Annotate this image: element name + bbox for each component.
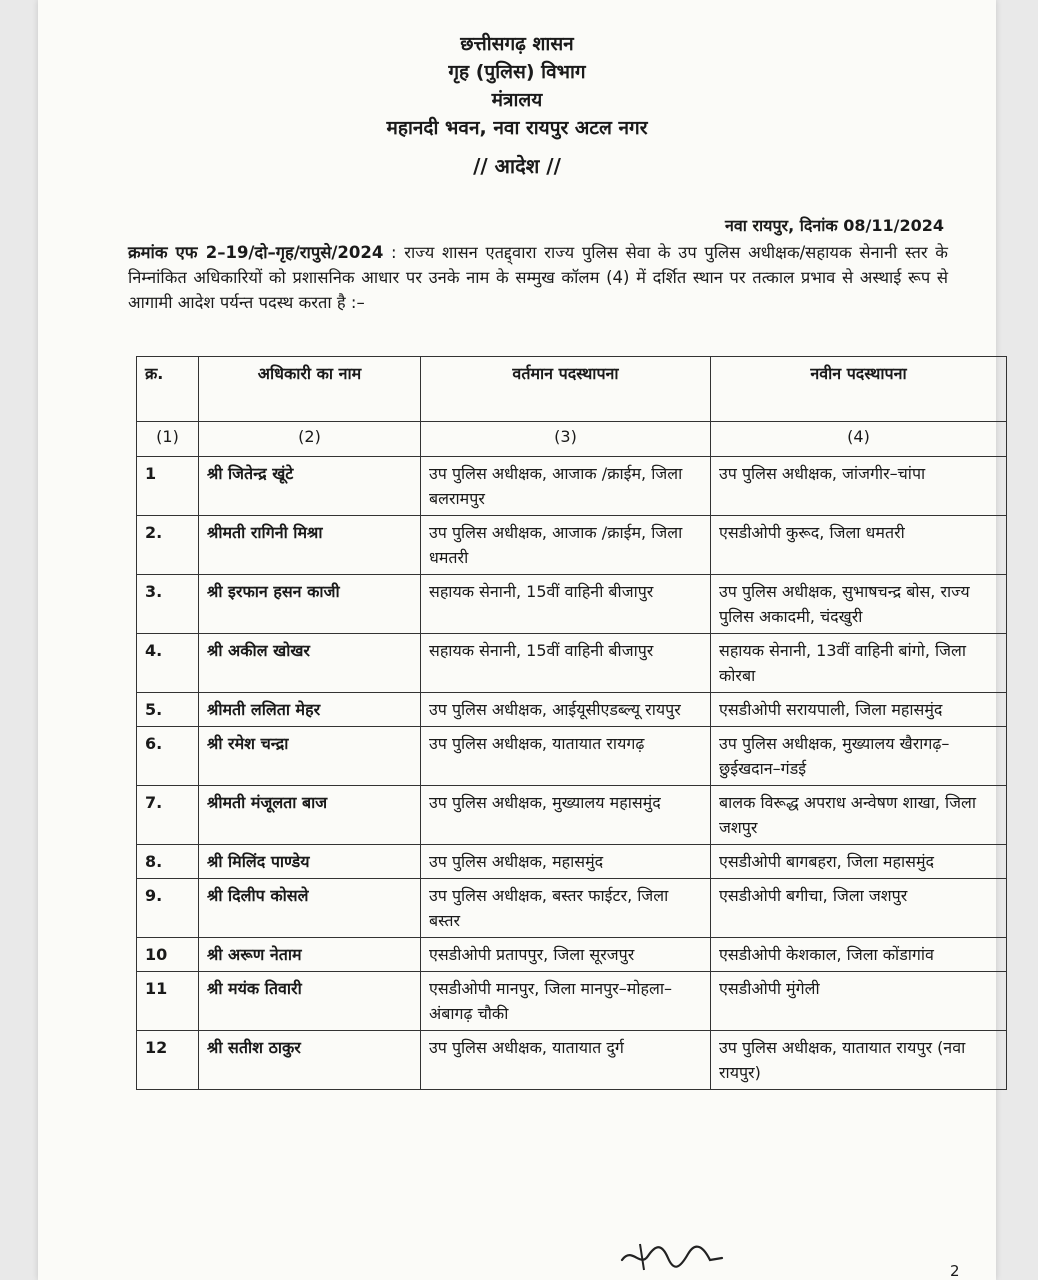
colnum-4: (4): [711, 422, 1007, 457]
col-header-officer-name: अधिकारी का नाम: [199, 357, 421, 422]
cell-current: उप पुलिस अधीक्षक, आजाक /क्राईम, जिला धमतरी: [421, 516, 711, 575]
table-row: [137, 879, 1007, 938]
cell-current: उप पुलिस अधीक्षक, आईयूसीएडब्ल्यू रायपुर: [421, 693, 711, 727]
cell-new: सहायक सेनानी, 13वीं वाहिनी बांगो, जिला कोरबा: [711, 634, 1007, 693]
cell-current: सहायक सेनानी, 15वीं वाहिनी बीजापुर: [421, 634, 711, 693]
signature: [618, 1238, 728, 1274]
cell-current: उप पुलिस अधीक्षक, मुख्यालय महासमुंद: [421, 786, 711, 845]
colnum-2: (2): [199, 422, 421, 457]
cell-name: श्रीमती रागिनी मिश्रा: [199, 516, 421, 575]
cell-current: उप पुलिस अधीक्षक, आजाक /क्राईम, जिला बलरामपुर: [421, 457, 711, 516]
cell-new: एसडीओपी बगीचा, जिला जशपुर: [711, 879, 1007, 938]
office-address: महानदी भवन, नवा रायपुर अटल नगर: [386, 117, 648, 139]
col-header-current-posting: वर्तमान पदस्थापना: [421, 357, 711, 422]
cell-new: उप पुलिस अधीक्षक, यातायात रायपुर (नवा रायपुर): [711, 1031, 1007, 1090]
cell-sn: 8.: [137, 845, 199, 879]
table-row: [137, 457, 1007, 516]
table-row: [137, 1031, 1007, 1090]
cell-sn: 7.: [137, 786, 199, 845]
ministry-label: मंत्रालय: [491, 89, 543, 111]
cell-current: सहायक सेनानी, 15वीं वाहिनी बीजापुर: [421, 575, 711, 634]
colnum-1: (1): [137, 422, 199, 457]
cell-name: श्री मिलिंद पाण्डेय: [199, 845, 421, 879]
cell-sn: 3.: [137, 575, 199, 634]
table-row: [137, 845, 1007, 879]
cell-new: एसडीओपी बागबहरा, जिला महासमुंद: [711, 845, 1007, 879]
cell-current: एसडीओपी मानपुर, जिला मानपुर–मोहला–अंबागढ़ चौकी: [421, 972, 711, 1031]
cell-current: उप पुलिस अधीक्षक, यातायात दुर्ग: [421, 1031, 711, 1090]
cell-name: श्री दिलीप कोसले: [199, 879, 421, 938]
cell-name: श्री अकील खोखर: [199, 634, 421, 693]
table-row: [137, 727, 1007, 786]
cell-new: उप पुलिस अधीक्षक, सुभाषचन्द्र बोस, राज्य पुलिस अकादमी, चंदखुरी: [711, 575, 1007, 634]
cell-current: उप पुलिस अधीक्षक, महासमुंद: [421, 845, 711, 879]
cell-sn: 10: [137, 938, 199, 972]
order-reference: क्रमांक एफ 2–19/दो–गृह/रापुसे/2024: [128, 243, 384, 262]
department-name: गृह (पुलिस) विभाग: [448, 61, 586, 83]
col-header-new-posting: नवीन पदस्थापना: [711, 357, 1007, 422]
page-number: 2: [950, 1262, 960, 1280]
table-row: [137, 693, 1007, 727]
cell-new: एसडीओपी मुंगेली: [711, 972, 1007, 1031]
cell-sn: 9.: [137, 879, 199, 938]
cell-name: श्रीमती ललिता मेहर: [199, 693, 421, 727]
cell-new: एसडीओपी सरायपाली, जिला महासमुंद: [711, 693, 1007, 727]
cell-sn: 12: [137, 1031, 199, 1090]
cell-new: उप पुलिस अधीक्षक, मुख्यालय खैरागढ़–छुईखदान–गंडई: [711, 727, 1007, 786]
cell-name: श्री इरफान हसन काजी: [199, 575, 421, 634]
cell-sn: 4.: [137, 634, 199, 693]
place-date: नवा रायपुर, दिनांक 08/11/2024: [724, 216, 944, 235]
cell-name: श्री मयंक तिवारी: [199, 972, 421, 1031]
cell-sn: 2.: [137, 516, 199, 575]
document-page: [38, 0, 996, 1280]
order-text: : राज्य शासन एतद्द्वारा राज्य पुलिस सेवा के उप पुलिस अधीक्षक/सहायक सेनानी स्तर के निम्नांकित अधिकारियों को प्रशासनिक आधार पर उनके नाम के सम्मुख कॉलम (4) में दर्शित स्थान पर तत्काल प्रभाव से अस्थाई रूप से आगामी आदेश पर्यन्त पदस्थ करता है :–: [128, 243, 948, 312]
posting-table: [136, 356, 1007, 1090]
cell-name: श्री अरूण नेताम: [199, 938, 421, 972]
table-row: [137, 786, 1007, 845]
table-row: [137, 634, 1007, 693]
cell-new: बालक विरूद्ध अपराध अन्वेषण शाखा, जिला जशपुर: [711, 786, 1007, 845]
cell-sn: 11: [137, 972, 199, 1031]
govt-name: छत्तीसगढ़ शासन: [460, 33, 574, 55]
table-header-row: [137, 357, 1007, 422]
cell-current: एसडीओपी प्रतापपुर, जिला सूरजपुर: [421, 938, 711, 972]
cell-name: श्री रमेश चन्द्रा: [199, 727, 421, 786]
cell-name: श्रीमती मंजूलता बाज: [199, 786, 421, 845]
table-row: [137, 516, 1007, 575]
column-number-row: [137, 422, 1007, 457]
table-row: [137, 938, 1007, 972]
cell-name: श्री जितेन्द्र खूंटे: [199, 457, 421, 516]
col-header-serial: क्र.: [137, 357, 199, 422]
cell-sn: 5.: [137, 693, 199, 727]
cell-sn: 1: [137, 457, 199, 516]
cell-current: उप पुलिस अधीक्षक, बस्तर फाईटर, जिला बस्तर: [421, 879, 711, 938]
table-row: [137, 972, 1007, 1031]
cell-new: एसडीओपी कुरूद, जिला धमतरी: [711, 516, 1007, 575]
cell-new: एसडीओपी केशकाल, जिला कोंडागांव: [711, 938, 1007, 972]
cell-current: उप पुलिस अधीक्षक, यातायात रायगढ़: [421, 727, 711, 786]
cell-new: उप पुलिस अधीक्षक, जांजगीर–चांपा: [711, 457, 1007, 516]
order-title: // आदेश //: [473, 154, 561, 178]
cell-name: श्री सतीश ठाकुर: [199, 1031, 421, 1090]
order-intro: [128, 240, 948, 315]
colnum-3: (3): [421, 422, 711, 457]
table-row: [137, 575, 1007, 634]
cell-sn: 6.: [137, 727, 199, 786]
